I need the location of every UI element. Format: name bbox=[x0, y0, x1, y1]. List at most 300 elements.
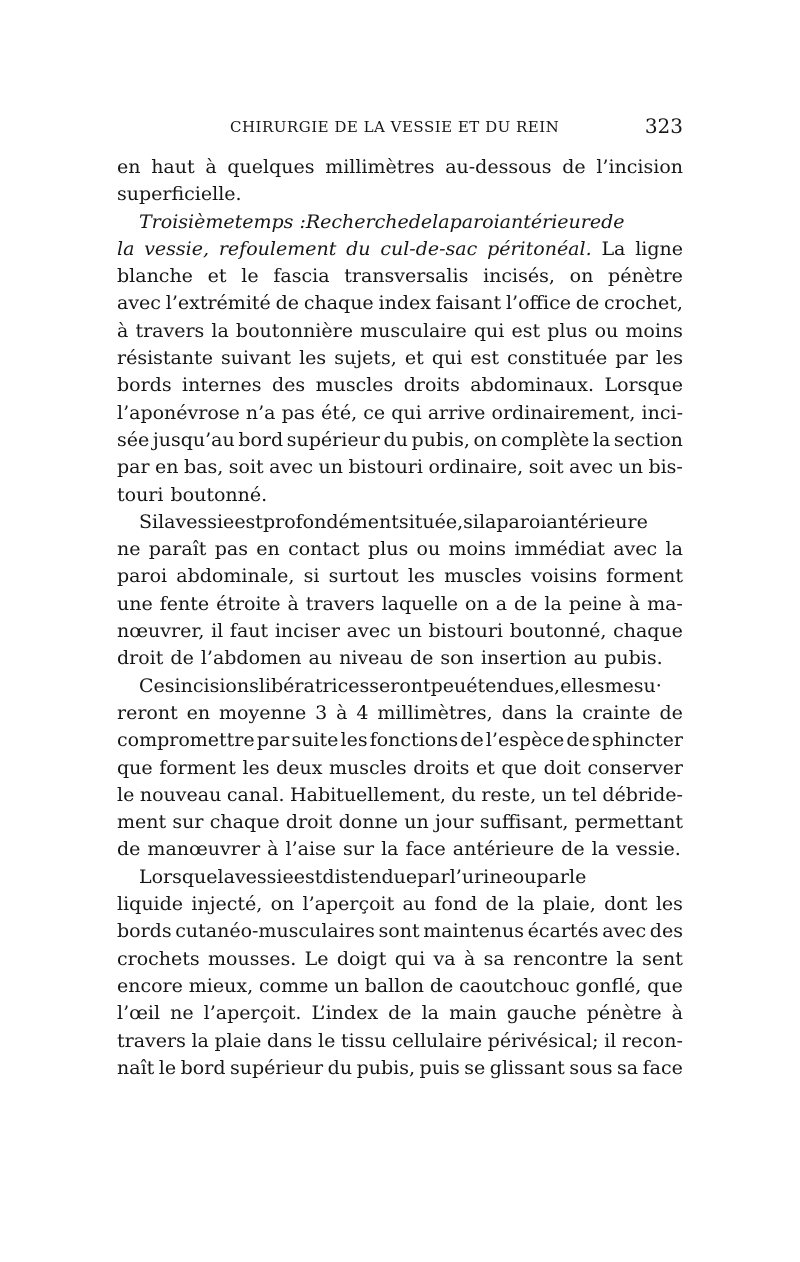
word: plus bbox=[367, 538, 409, 561]
word: le bbox=[569, 865, 587, 888]
word: au-dessous bbox=[445, 156, 552, 178]
word: liquide bbox=[117, 893, 184, 916]
word: ou bbox=[594, 319, 619, 342]
word: arrive bbox=[427, 401, 486, 424]
word: ne bbox=[117, 538, 141, 561]
word: en bbox=[186, 701, 211, 724]
text-line bbox=[117, 1055, 683, 1082]
word: est bbox=[293, 865, 323, 888]
text-line bbox=[117, 154, 683, 181]
word: avec bbox=[602, 920, 647, 943]
word: profondément bbox=[262, 510, 399, 533]
text-line bbox=[117, 1028, 683, 1055]
word: les bbox=[340, 729, 368, 752]
word: ou bbox=[512, 865, 537, 888]
text-line bbox=[117, 918, 683, 945]
word: paroi bbox=[496, 510, 547, 533]
word: les bbox=[655, 347, 683, 370]
word: ou bbox=[416, 538, 441, 561]
word: complète bbox=[500, 428, 590, 451]
word: canal. bbox=[226, 783, 285, 806]
word: la bbox=[616, 947, 634, 970]
word: avec bbox=[346, 620, 391, 643]
text-line bbox=[117, 645, 683, 672]
word: sujets, bbox=[334, 347, 397, 370]
word: un bbox=[318, 456, 344, 479]
word: de bbox=[117, 838, 141, 861]
word: et bbox=[207, 265, 227, 288]
word: le bbox=[117, 783, 135, 806]
word: millimètres, bbox=[377, 701, 493, 724]
italic-word: antérieure bbox=[499, 210, 602, 233]
word: est bbox=[234, 510, 263, 533]
word: plaie, bbox=[542, 893, 596, 916]
word: nœuvrer, bbox=[117, 620, 205, 643]
word: soit bbox=[528, 456, 564, 479]
word: la bbox=[555, 701, 574, 724]
word: étendues, bbox=[466, 674, 561, 697]
italic-word: vessie, bbox=[144, 237, 210, 260]
word: qui bbox=[473, 319, 505, 342]
word: abdominaux. bbox=[470, 374, 595, 397]
word: au bbox=[402, 893, 427, 916]
word: distendue bbox=[322, 865, 418, 888]
word: l’urine bbox=[449, 865, 513, 888]
word: bistouri bbox=[348, 456, 423, 479]
word: que bbox=[117, 756, 153, 779]
word: un bbox=[404, 811, 429, 834]
text-line bbox=[117, 536, 683, 563]
word: par bbox=[256, 729, 290, 752]
word: la bbox=[211, 319, 229, 342]
word: de bbox=[429, 974, 454, 997]
word: un bbox=[334, 974, 359, 997]
word: en bbox=[117, 156, 141, 178]
italic-word: refoulement bbox=[218, 237, 337, 260]
word: qui bbox=[431, 347, 463, 370]
word: été, bbox=[320, 401, 358, 424]
word: elles bbox=[560, 674, 605, 697]
text-line bbox=[117, 372, 683, 399]
word: quelques bbox=[227, 156, 315, 178]
word: inciser bbox=[274, 620, 340, 643]
word: il bbox=[604, 1029, 617, 1052]
word: voisins bbox=[531, 565, 598, 588]
word: du bbox=[383, 428, 408, 451]
word: Lorsque bbox=[139, 865, 218, 888]
word: de bbox=[562, 156, 586, 178]
word: du bbox=[327, 1056, 353, 1079]
word: plaie bbox=[214, 1029, 262, 1052]
word: Lorsque bbox=[604, 374, 683, 397]
word: la bbox=[217, 865, 235, 888]
word: au bbox=[573, 647, 598, 670]
word: doit bbox=[543, 756, 581, 779]
word: encore bbox=[117, 974, 183, 997]
word: la bbox=[517, 893, 535, 916]
word: qui bbox=[391, 401, 422, 424]
text-line bbox=[117, 946, 683, 973]
word: cellulaire bbox=[391, 1029, 483, 1052]
word: en bbox=[256, 538, 280, 561]
word: à bbox=[117, 319, 129, 342]
text-line bbox=[117, 782, 683, 809]
word: du bbox=[451, 783, 476, 806]
word: la bbox=[421, 1002, 439, 1025]
word: bas, bbox=[184, 456, 224, 479]
word: la bbox=[478, 510, 497, 533]
word: en bbox=[155, 456, 179, 479]
text-line bbox=[117, 290, 683, 317]
word: nouveau bbox=[139, 783, 222, 806]
word: abdominale, bbox=[176, 565, 295, 588]
word: suite bbox=[291, 729, 339, 752]
text-line bbox=[117, 673, 683, 700]
word: incisions bbox=[174, 674, 259, 697]
word: permettant bbox=[574, 811, 683, 834]
italic-word: de bbox=[408, 210, 433, 233]
word: de bbox=[561, 838, 585, 861]
word: sent bbox=[642, 947, 683, 970]
word: bord bbox=[238, 428, 284, 451]
word: doigt bbox=[336, 947, 387, 970]
word: paroi bbox=[117, 565, 168, 588]
italic-word: paroi bbox=[449, 210, 500, 233]
text-line bbox=[117, 809, 683, 836]
text-line bbox=[117, 1000, 683, 1027]
word: sous bbox=[569, 1056, 613, 1079]
word: crainte bbox=[582, 701, 651, 724]
italic-word: péritonéal. bbox=[487, 237, 592, 260]
text-line bbox=[117, 755, 683, 782]
word: Habituellement, bbox=[290, 783, 446, 806]
word: l’extrémité bbox=[165, 292, 271, 315]
word: de bbox=[485, 893, 509, 916]
word: dans bbox=[501, 701, 548, 724]
word: immédiat bbox=[514, 538, 605, 561]
word: périvésical; bbox=[487, 1029, 599, 1052]
word: laquelle bbox=[381, 592, 459, 615]
word: boutonnière bbox=[235, 319, 353, 342]
word: reront bbox=[117, 701, 178, 724]
word: deux bbox=[276, 756, 323, 779]
running-head-title: CHIRURGIE DE LA VESSIE ET DU REIN bbox=[230, 118, 560, 136]
word: antérieure bbox=[452, 838, 555, 861]
word: gauche bbox=[506, 1002, 577, 1025]
word: qui bbox=[394, 947, 426, 970]
word: cutanéo-musculaires bbox=[175, 920, 375, 943]
word: de bbox=[575, 292, 600, 315]
word: sur bbox=[172, 811, 204, 834]
word: l’aponévrose bbox=[117, 401, 240, 424]
word: faisant bbox=[435, 292, 502, 315]
word: il bbox=[211, 620, 224, 643]
word: insertion bbox=[480, 647, 567, 670]
word: est bbox=[470, 347, 500, 370]
word: et bbox=[404, 347, 424, 370]
word: la bbox=[665, 538, 683, 561]
word: par bbox=[615, 347, 648, 370]
word: que bbox=[501, 756, 538, 779]
word: fente bbox=[159, 592, 210, 615]
word: peine bbox=[568, 592, 622, 615]
word: internes bbox=[182, 374, 262, 397]
word: vessie bbox=[234, 865, 294, 888]
word: par bbox=[117, 456, 150, 479]
text-line bbox=[117, 509, 683, 536]
word: débride- bbox=[602, 783, 683, 806]
word: chaque bbox=[303, 292, 374, 315]
text-line bbox=[117, 973, 683, 1000]
word: à bbox=[287, 592, 299, 615]
word: l’abdomen bbox=[200, 647, 302, 670]
word: ordinaire, bbox=[428, 456, 524, 479]
word: on bbox=[473, 428, 498, 451]
word: la bbox=[591, 838, 609, 861]
word: donne bbox=[338, 811, 398, 834]
word: jusqu’au bbox=[152, 428, 235, 451]
word: que bbox=[647, 974, 683, 997]
word: crochets bbox=[117, 947, 200, 970]
word: tissu bbox=[340, 1029, 387, 1052]
word: étroite bbox=[216, 592, 281, 615]
word: forment bbox=[159, 756, 236, 779]
word: plus bbox=[547, 319, 588, 342]
word: pubis, bbox=[411, 428, 470, 451]
italic-word: cul-de-sac bbox=[380, 237, 478, 260]
word: sont bbox=[378, 920, 420, 943]
word: superficielle. bbox=[117, 183, 242, 206]
word: l’aperçoit. bbox=[203, 1002, 302, 1025]
word: La bbox=[601, 237, 626, 260]
word: le bbox=[241, 265, 259, 288]
word: chaque bbox=[209, 811, 280, 834]
word: de bbox=[409, 647, 434, 670]
word: la bbox=[592, 428, 611, 451]
word: tel bbox=[571, 783, 597, 806]
word: au bbox=[308, 647, 333, 670]
word: et bbox=[475, 756, 495, 779]
running-head bbox=[117, 112, 683, 142]
word: boutonné. bbox=[170, 483, 268, 506]
word: caoutchouc bbox=[459, 974, 570, 997]
word: de bbox=[275, 292, 300, 315]
word: mesu· bbox=[604, 674, 662, 697]
word: millimètres bbox=[325, 156, 435, 178]
text-line bbox=[117, 727, 683, 754]
word: crochet, bbox=[604, 292, 683, 315]
word: section bbox=[613, 428, 683, 451]
word: droit bbox=[117, 647, 164, 670]
word: boutonné, bbox=[509, 620, 607, 643]
word: musculaire bbox=[360, 319, 467, 342]
word: des bbox=[271, 374, 306, 397]
word: supérieur bbox=[286, 428, 380, 451]
word: l’espèce bbox=[485, 729, 565, 752]
word: l’office bbox=[505, 292, 571, 315]
word: muscles bbox=[328, 756, 407, 779]
word: une bbox=[117, 592, 153, 615]
word: travers bbox=[305, 592, 375, 615]
word: de bbox=[566, 729, 590, 752]
word: vessie bbox=[175, 510, 235, 533]
word: niveau bbox=[339, 647, 403, 670]
word: le bbox=[158, 1056, 177, 1079]
word: gonflé, bbox=[575, 974, 642, 997]
word: droits bbox=[413, 756, 470, 779]
word: muscles bbox=[315, 374, 394, 397]
word: recon- bbox=[621, 1029, 683, 1052]
word: de bbox=[659, 701, 683, 724]
word: bords bbox=[117, 374, 172, 397]
word: travers bbox=[135, 319, 205, 342]
word: sée bbox=[117, 428, 150, 451]
word: sa bbox=[483, 947, 505, 970]
word: comme bbox=[259, 974, 329, 997]
word: la bbox=[158, 510, 176, 533]
text-line bbox=[117, 700, 683, 727]
word: inci- bbox=[641, 401, 683, 424]
text-line bbox=[117, 181, 683, 208]
word: Si bbox=[139, 510, 159, 533]
word: ce bbox=[363, 401, 386, 424]
word: contact bbox=[288, 538, 360, 561]
word: l’aperçoit bbox=[302, 893, 395, 916]
word: pas bbox=[214, 538, 248, 561]
word: pubis, bbox=[356, 1056, 416, 1079]
text-line bbox=[117, 482, 683, 509]
text-line bbox=[117, 591, 683, 618]
word: conserver bbox=[587, 756, 683, 779]
word: supérieur bbox=[230, 1056, 324, 1079]
word: forment bbox=[606, 565, 683, 588]
word: l’œil bbox=[117, 1002, 161, 1025]
word: ma- bbox=[647, 592, 683, 615]
word: n’a bbox=[245, 401, 276, 424]
word: 3 bbox=[315, 701, 328, 724]
body-text bbox=[117, 154, 683, 1082]
word: moins bbox=[448, 538, 507, 561]
word: touri bbox=[117, 483, 164, 506]
word: se bbox=[464, 1056, 486, 1079]
word: si bbox=[303, 565, 320, 588]
word: incisés, bbox=[483, 265, 555, 288]
word: 4 bbox=[356, 701, 369, 724]
text-line bbox=[117, 236, 683, 263]
word: fascia bbox=[273, 265, 330, 288]
word: ment bbox=[117, 811, 167, 834]
word: de bbox=[514, 592, 538, 615]
word: dont bbox=[604, 893, 648, 916]
word: les bbox=[655, 893, 683, 916]
text-line bbox=[117, 891, 683, 918]
text-line bbox=[117, 618, 683, 645]
italic-word: la bbox=[117, 237, 135, 260]
word: l’incision bbox=[596, 156, 683, 178]
italic-word: de bbox=[601, 210, 625, 233]
word: est bbox=[511, 319, 541, 342]
word: avec bbox=[269, 456, 314, 479]
word: écartés bbox=[527, 920, 599, 943]
italic-word: temps : bbox=[234, 210, 306, 233]
word: ligne bbox=[635, 237, 683, 260]
text-line bbox=[117, 864, 683, 891]
word: L’index bbox=[311, 1002, 379, 1025]
word: à bbox=[671, 1002, 683, 1025]
word: la bbox=[544, 592, 562, 615]
text-line bbox=[117, 563, 683, 590]
word: les bbox=[407, 565, 435, 588]
word: constituée bbox=[507, 347, 608, 370]
word: on bbox=[569, 265, 594, 288]
text-line bbox=[117, 427, 683, 454]
word: on bbox=[270, 893, 295, 916]
word: située, bbox=[398, 510, 464, 533]
word: face bbox=[405, 838, 446, 861]
word: surtout bbox=[328, 565, 399, 588]
word: pénètre bbox=[586, 1002, 662, 1025]
word: Le bbox=[304, 947, 329, 970]
word: index bbox=[378, 292, 431, 315]
word: antérieure bbox=[546, 510, 648, 533]
word: droit bbox=[285, 811, 333, 834]
word: moins bbox=[625, 319, 683, 342]
word: avec bbox=[613, 538, 658, 561]
word: les bbox=[299, 347, 327, 370]
text-line bbox=[117, 318, 683, 345]
word: rencontre bbox=[513, 947, 608, 970]
word: Ces bbox=[139, 674, 175, 697]
word: suffisant, bbox=[479, 811, 569, 834]
word: compromettre bbox=[117, 729, 255, 752]
word: la bbox=[381, 838, 399, 861]
word: on bbox=[465, 592, 489, 615]
word: mousses. bbox=[208, 947, 297, 970]
word: soit bbox=[228, 456, 264, 479]
word: le bbox=[318, 1029, 336, 1052]
word: sur bbox=[343, 838, 375, 861]
word: ballon bbox=[364, 974, 424, 997]
word: bords bbox=[117, 920, 172, 943]
word: de bbox=[460, 729, 484, 752]
word: glissant bbox=[489, 1056, 565, 1079]
text-line bbox=[117, 263, 683, 290]
word: maintenus bbox=[423, 920, 524, 943]
word: seront bbox=[369, 674, 431, 697]
word: haut bbox=[151, 156, 195, 178]
word: travers bbox=[117, 1029, 186, 1052]
text-line bbox=[117, 400, 683, 427]
word: un bbox=[541, 783, 567, 806]
word: pas bbox=[281, 401, 315, 424]
word: son bbox=[440, 647, 474, 670]
page-number: 323 bbox=[644, 114, 683, 138]
word: jour bbox=[434, 811, 474, 834]
italic-word: la bbox=[432, 210, 450, 233]
word: si bbox=[463, 510, 479, 533]
italic-word: Recherche bbox=[305, 210, 409, 233]
word: avec bbox=[117, 292, 161, 315]
word: main bbox=[449, 1002, 497, 1025]
word: avec bbox=[569, 456, 614, 479]
word: ne bbox=[170, 1002, 194, 1025]
word: peu bbox=[430, 674, 467, 697]
word: sphincter bbox=[591, 729, 683, 752]
word: a bbox=[495, 592, 508, 615]
word: à bbox=[463, 947, 476, 970]
word: de bbox=[170, 647, 194, 670]
word: naît bbox=[117, 1056, 155, 1079]
